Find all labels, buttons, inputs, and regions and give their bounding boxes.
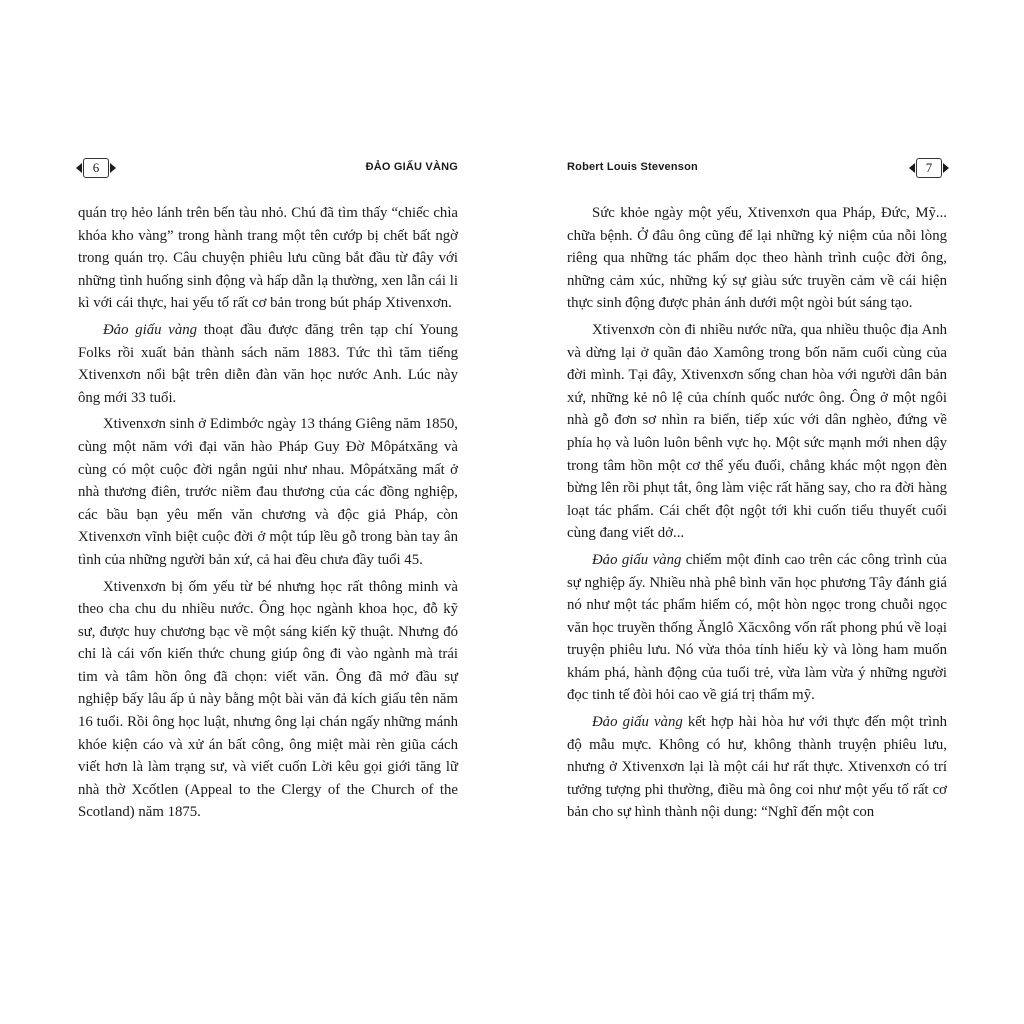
paragraph: Xtivenxơn bị ốm yếu từ bé nhưng học rất thông minh và theo cha chu du nhiều nước. Ông học ngành khoa học, đỗ kỹ sư, được huy chương bạc về một sáng kiến kỹ thuật. Nhưng đó chỉ là cái vốn kiến thức chung giúp ông đi vào ngành mà trái tim và tâm hồn ông đã chọn: viết văn. Ông đã mở đầu sự nghiệp bấy lâu ấp ủ này bằng một bài văn đả kích giấu tên năm 16 tuổi. Rồi ông học luật, nhưng ông lại chán ngấy những mánh khóe kiện cáo và xử án bất công, ông miệt mài rèn giũa cách viết hơn là làm trạng sư, và viết cuốn Lời kêu gọi giới tăng lữ nhà thờ Xcốtlen (Appeal to the Clergy of the Church of the Scotland) năm 1875. bbox=[78, 578, 458, 821]
left-page-header bbox=[78, 156, 458, 182]
paragraph: Xtivenxơn sinh ở Edimbớc ngày 13 tháng Giêng năm 1850, cùng một năm với đại văn hào Pháp Guy Đờ Môpátxăng và cùng có một cuộc đời ngắn ngủi như nhau. Môpátxăng mất ở nhà thương điên, trước niềm đau thương của các đồng nghiệp, các bầu bạn yêu mến văn chương và độc giả Pháp, còn Xtivenxơn vĩnh biệt cuộc đời ở một túp lều gỗ trong bàn tay ân tình của những người bản xứ, cả hai đều chưa đầy tuổi 45. bbox=[78, 416, 458, 568]
paragraph: Xtivenxơn còn đi nhiều nước nữa, qua nhiều thuộc địa Anh và dừng lại ở quần đảo Xamông trong bốn năm cuối cùng của đời mình. Tại đây, Xtivenxơn sống chan hòa với người dân bản xứ, những kẻ nô lệ của chính quốc nước ông. Ông ở một ngôi nhà gỗ đơn sơ nhìn ra biển, tiếp xúc với dân nghèo, đứng về phía họ và luôn luôn bênh vực họ. Một sức mạnh mới nhen dậy trong tâm hồn một cơ thể yếu đuối, chẳng khác một ngọn đèn bừng lên rồi phụt tắt, ông làm việc rất hăng say, cho ra đời hàng loạt tác phẩm. Cái chết đột ngột tới khi cuốn tiểu thuyết cuối cùng đang viết dở... bbox=[567, 321, 947, 542]
right-page bbox=[567, 156, 947, 828]
triangle-right-icon bbox=[943, 163, 949, 173]
triangle-left-icon bbox=[76, 163, 82, 173]
right-page-number-badge bbox=[909, 158, 949, 178]
paragraph: Đảo giấu vàng kết hợp hài hòa hư với thực đến một trình độ mẫu mực. Không có hư, không thành truyện phiêu lưu, nhưng ở Xtivenxơn lại là một cái hư rất thực. Xtivenxơn có trí tưởng tượng phi thường, điều mà ông coi như một yếu tố rất cơ bản cho sự hình thành nội dung: “Nghĩ đến một con bbox=[567, 714, 948, 821]
triangle-right-icon bbox=[110, 163, 116, 173]
triangle-left-icon bbox=[909, 163, 915, 173]
page-number: 6 bbox=[83, 158, 109, 178]
left-page bbox=[78, 156, 458, 828]
italic-book-title: Đảo giấu vàng bbox=[592, 714, 683, 731]
paragraph: Đảo giấu vàng chiếm một đỉnh cao trên các công trình của sự nghiệp ấy. Nhiều nhà phê bình văn học phương Tây đánh giá nó như một tác phẩm hiếm có, một hòn ngọc trong chuỗi ngọc văn học truyền thống Ănglô Xăcxông vốn rất phong phú về loại truyện phiêu lưu. Nó vừa thỏa tính hiếu kỳ và lòng ham muốn khám phá, hành động của tuổi trẻ, vừa làm vừa ý những người đọc tinh tế đòi hỏi cao về giá trị thẩm mỹ. bbox=[567, 551, 947, 704]
page-number: 7 bbox=[916, 158, 942, 178]
running-head-book-title: ĐẢO GIẤU VÀNG bbox=[365, 161, 458, 173]
paragraph: Đảo giấu vàng thoạt đầu được đăng trên tạp chí Young Folks rồi xuất bản thành sách năm 1883. Tức thì tăm tiếng Xtivenxơn nổi bật trên diễn đàn văn học nước Anh. Lúc này ông mới 33 tuổi. bbox=[78, 321, 459, 406]
italic-book-title: Đảo giấu vàng bbox=[103, 321, 198, 338]
running-head-author: Robert Louis Stevenson bbox=[567, 161, 698, 173]
paragraph: Sức khỏe ngày một yếu, Xtivenxơn qua Pháp, Đức, Mỹ... chữa bệnh. Ở đâu ông cũng để lại những kỷ niệm của nỗi lòng riêng qua những tác phẩm dọc theo hành trình cuộc đời ông, những cảm xúc, những ký sự giàu sức truyền cảm về cái hiện thực sinh động được phản ánh dưới một ngòi bút sáng tạo. bbox=[567, 205, 947, 312]
right-page-header bbox=[567, 156, 947, 182]
left-page-body bbox=[78, 202, 458, 824]
left-page-number-badge bbox=[76, 158, 116, 178]
right-page-body bbox=[567, 202, 947, 824]
italic-book-title: Đảo giấu vàng bbox=[592, 551, 682, 568]
paragraph: quán trọ hẻo lánh trên bến tàu nhỏ. Chú đã tìm thấy “chiếc chìa khóa kho vàng” trong hành trang một tên cướp bị chết bất ngờ trong quán trọ. Câu chuyện phiêu lưu cũng bắt đầu từ đây với những tình huống sinh động và hấp dẫn lạ thường, xen lẫn cái li kì với cái thực, hai yếu tố rất cơ bản trong bút pháp Xtivenxơn. bbox=[78, 205, 458, 312]
